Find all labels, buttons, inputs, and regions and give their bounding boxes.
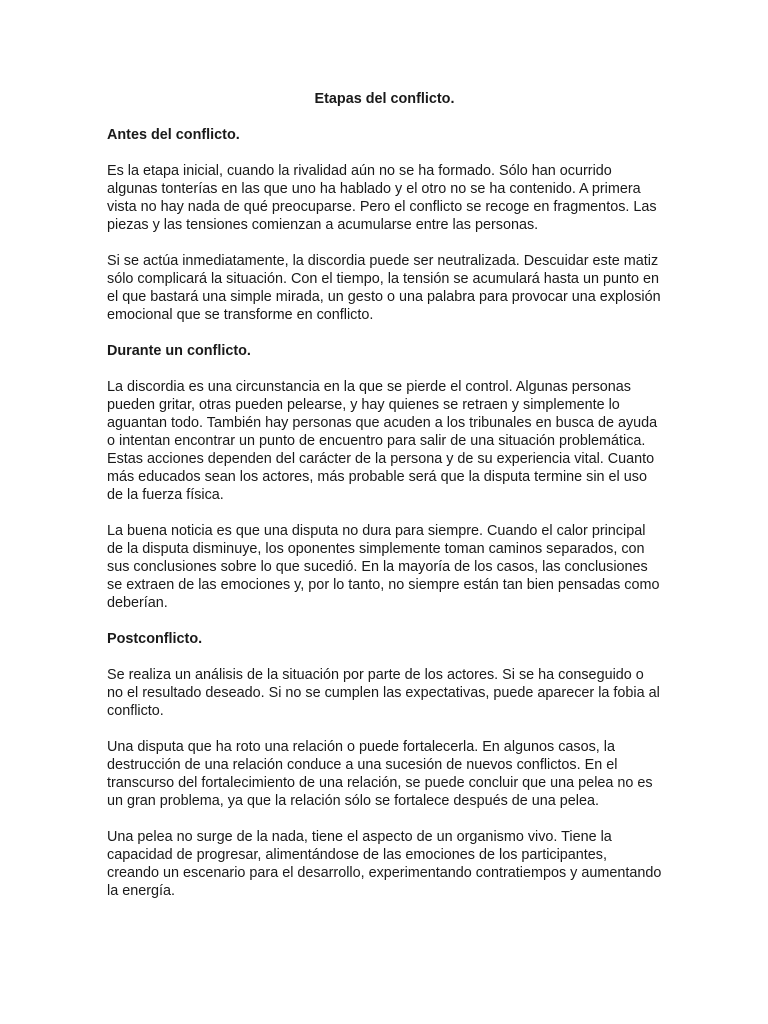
section-heading-antes: Antes del conflicto.	[107, 127, 240, 143]
section-heading-postconflicto: Postconflicto.	[107, 631, 203, 647]
document-title: Etapas del conflicto.	[314, 91, 455, 107]
document-page	[107, 90, 662, 918]
paragraph: Se realiza un análisis de la situación por parte de los actores. Si se ha conseguido o no el resultado deseado. Si no se cumplen las expectativas, puede aparecer la fobia al conflicto.	[107, 667, 660, 719]
paragraph: La discordia es una circunstancia en la que se pierde el control. Algunas personas pueden gritar, otras pueden pelearse, y hay quienes se retraen y simplemente lo aguantan todo. También hay personas que acuden a los tribunales en busca de ayuda o intentan encontrar un punto de encuentro para salir de una situación problemática. Estas acciones dependen del carácter de la persona y de su experiencia vital. Cuanto más educados sean los actores, más probable será que la disputa termine sin el uso de la fuerza física.	[107, 379, 658, 503]
paragraph: Una pelea no surge de la nada, tiene el aspecto de un organismo vivo. Tiene la capacidad de progresar, alimentándose de las emociones de los participantes, creando un escenario para el desarrollo, experimentando contratiempos y aumentando la energía.	[107, 829, 662, 899]
paragraph: Es la etapa inicial, cuando la rivalidad aún no se ha formado. Sólo han ocurrido algunas tonterías en las que uno ha hablado y el otro no se ha contenido. A primera vista no hay nada de qué preocuparse. Pero el conflicto se recoge en fragmentos. Las piezas y las tensiones comienzan a acumularse entre las personas.	[107, 163, 657, 233]
section-heading-durante: Durante un conflicto.	[107, 343, 251, 359]
paragraph: Si se actúa inmediatamente, la discordia puede ser neutralizada. Descuidar este matiz sólo complicará la situación. Con el tiempo, la tensión se acumulará hasta un punto en el que bastará una simple mirada, un gesto o una palabra para provocar una explosión emocional que se transforme en conflicto.	[107, 253, 661, 323]
paragraph: Una disputa que ha roto una relación o puede fortalecerla. En algunos casos, la destrucción de una relación conduce a una sucesión de nuevos conflictos. En el transcurso del fortalecimiento de una relación, se puede concluir que una pelea no es un gran problema, ya que la relación sólo se fortalece después de una pelea.	[107, 739, 653, 809]
paragraph: La buena noticia es que una disputa no dura para siempre. Cuando el calor principal de la disputa disminuye, los oponentes simplemente toman caminos separados, con sus conclusiones sobre lo que sucedió. En la mayoría de los casos, las conclusiones se extraen de las emociones y, por lo tanto, no siempre están tan bien pensadas como deberían.	[107, 523, 660, 611]
